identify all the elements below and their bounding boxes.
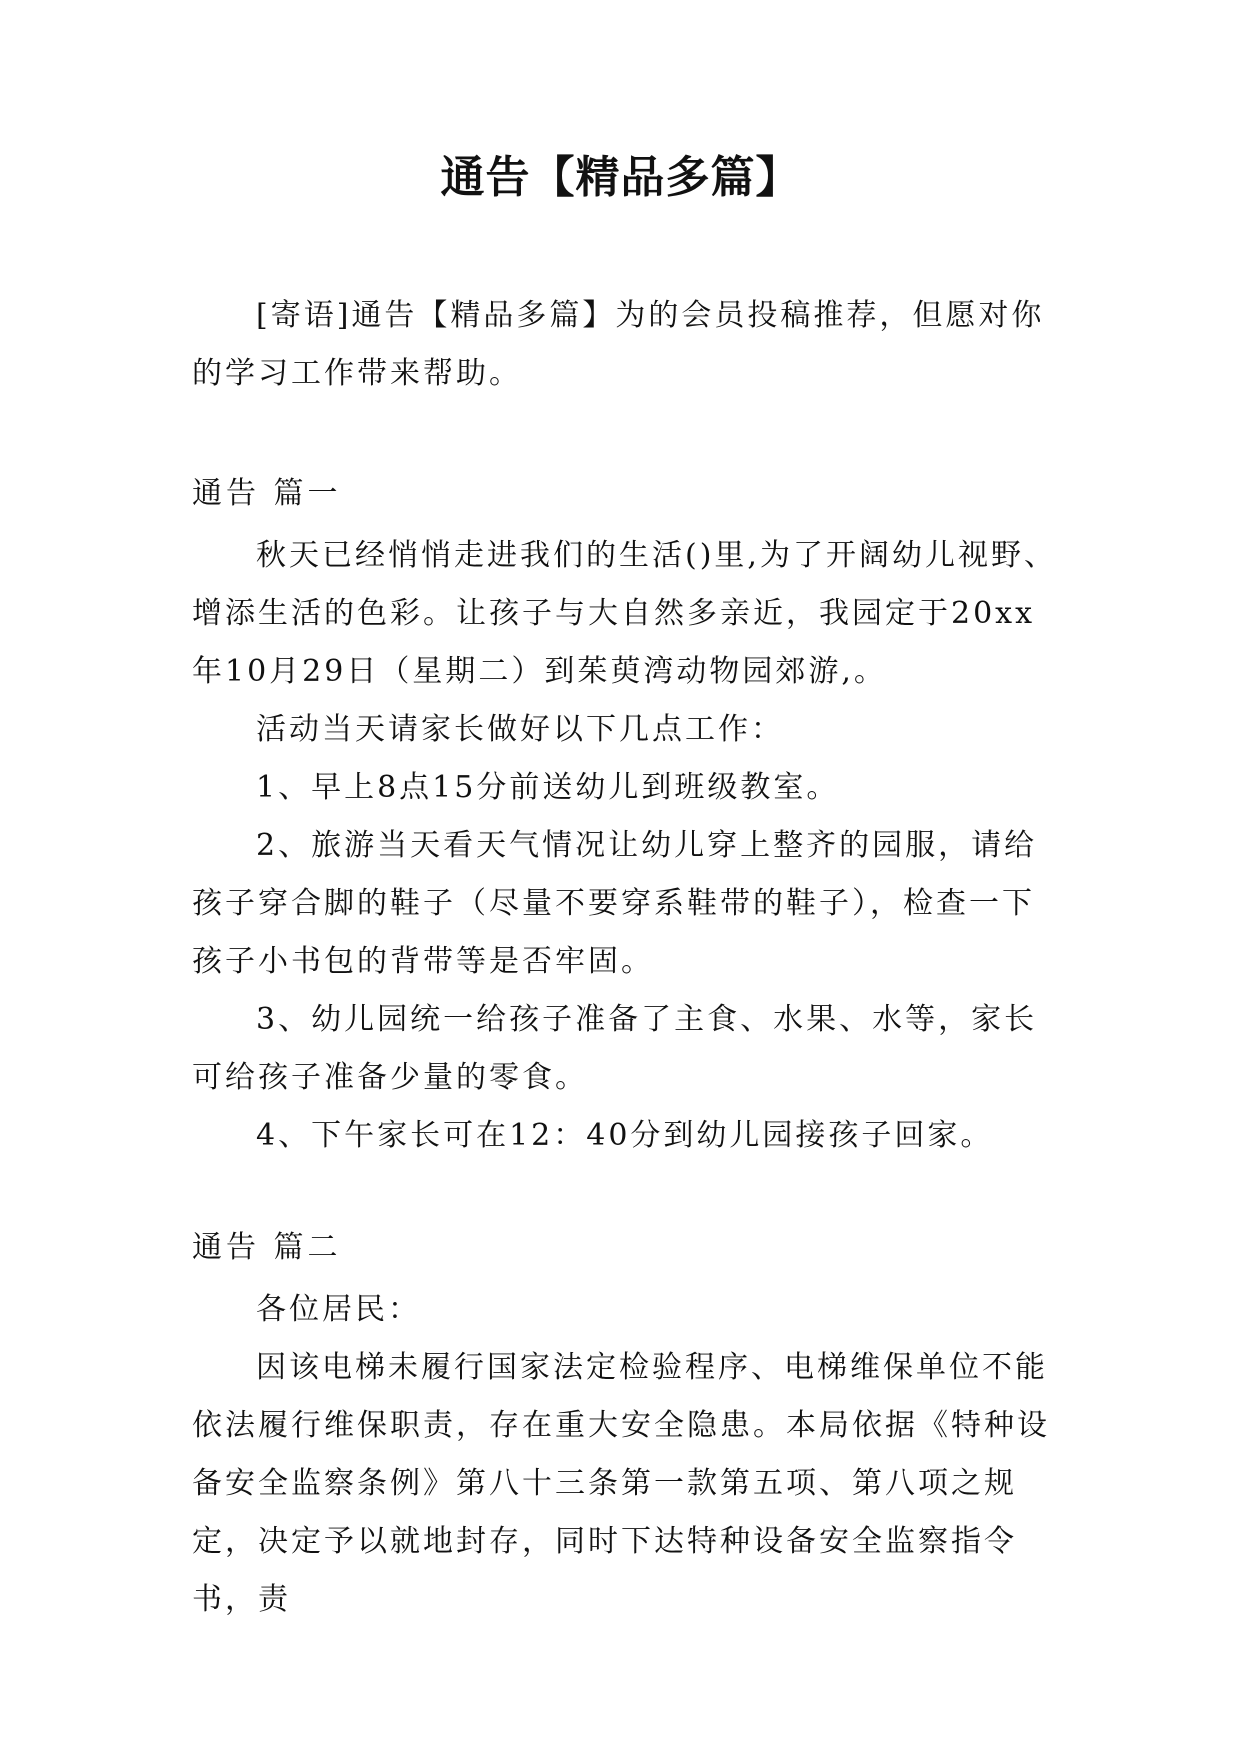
paragraph: 活动当天请家长做好以下几点工作： (256, 712, 784, 747)
list-item: 4、下午家长可在12：40分到幼儿园接孩子回家。 (256, 1118, 994, 1153)
section-2-body (192, 1281, 1060, 1629)
intro-paragraph: [寄语]通告【精品多篇】为的会员投稿推荐，但愿对你的学习工作带来帮助。 (192, 298, 1045, 391)
salutation: 各位居民： (256, 1292, 421, 1327)
document-title: 通告【精品多篇】 (440, 152, 801, 203)
paragraph: 秋天已经悄悄走进我们的生活()里,为了开阔幼儿视野、增添生活的色彩。让孩子与大自然多亲近，我园定于20xx年10月29日（星期二）到茱萸湾动物园郊游,。 (192, 538, 1057, 689)
section-1-heading-block (192, 465, 1060, 523)
list-item: 1、早上8点15分前送幼儿到班级教室。 (256, 770, 840, 805)
list-item: 3、幼儿园统一给孩子准备了主食、水果、水等，家长可给孩子准备少量的零食。 (192, 1002, 1038, 1095)
section-1-body (192, 527, 1060, 1165)
list-item: 2、旅游当天看天气情况让幼儿穿上整齐的园服，请给孩子穿合脚的鞋子（尽量不要穿系鞋带的鞋子），检查一下孩子小书包的背带等是否牢固。 (192, 828, 1038, 979)
section-heading: 通告 篇二 (192, 1230, 342, 1265)
intro-block (192, 287, 1060, 403)
section-2-heading-block (192, 1219, 1060, 1277)
paragraph: 因该电梯未履行国家法定检验程序、电梯维保单位不能依法履行维保职责，存在重大安全隐患。本局依据《特种设备安全监察条例》第八十三条第一款第五项、第八项之规定，决定予以就地封存，同时下达特种设备安全监察指令书，责 (192, 1350, 1050, 1617)
section-heading: 通告 篇一 (192, 476, 342, 511)
